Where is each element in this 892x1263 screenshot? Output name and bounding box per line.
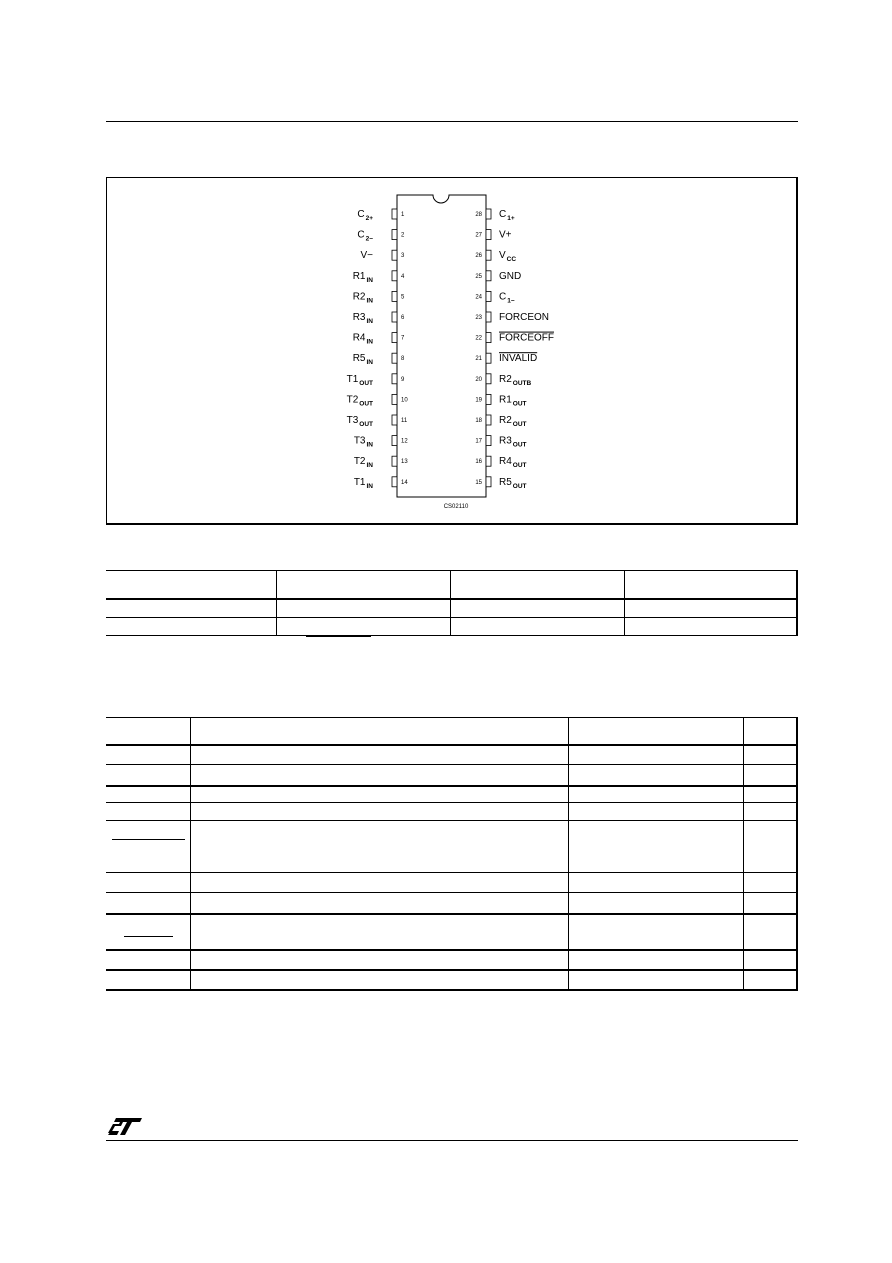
table-cell [625,599,798,618]
overline-mark [112,839,185,840]
table-cell [106,803,191,821]
table-row [106,599,797,618]
table-cell [569,745,744,765]
table-cell [106,950,191,970]
pin-subscript: OUT [512,400,527,408]
pin-label [354,436,373,449]
pin-lead [486,333,491,343]
pin-lead [392,209,397,219]
ic-pinout-diagram [107,178,796,523]
pin-lead [486,250,491,260]
pin-name: V [499,250,506,262]
pin-label [353,353,374,366]
pin-name: R1 [499,394,512,406]
table-row [106,618,797,636]
table-cell [451,599,625,618]
pin-lead [392,271,397,281]
table-cell [191,745,569,765]
pin-lead [392,333,397,343]
pin-lead [486,291,491,301]
table-cell [744,745,798,765]
table-row [106,745,797,765]
pin-number: 4 [401,273,405,280]
pin-label [499,353,537,364]
pin-label [357,230,373,243]
pin-number: 16 [475,459,482,466]
pin-number: 11 [401,418,408,424]
table-cell [277,599,451,618]
pin-lead [486,271,491,281]
table-cell [191,950,569,970]
pin-number: 18 [475,418,482,424]
pin-label [353,333,374,346]
header-rule [106,121,798,122]
pin-lead [392,456,397,466]
pin-name: R1 [352,270,366,282]
table-cell [106,821,191,873]
pin-lead [392,436,397,446]
pin-subscript: OUT [359,421,373,428]
pin-name: T3 [346,415,359,426]
table-cell [744,718,798,745]
pin-lead [486,230,491,240]
pin-lead [392,374,397,384]
pin-name: R2 [499,373,512,385]
pin-name: R2 [352,291,366,303]
pin-label [499,477,527,490]
table-cell [744,950,798,970]
pin-name: FORCEON [499,312,549,323]
table-cell [106,618,277,636]
pin-label [499,209,515,222]
pin-configuration-figure [106,177,798,525]
overline-mark [306,636,371,637]
table-cell [106,599,277,618]
pin-number: 21 [475,356,482,363]
pin-label [499,312,549,323]
pin-lead [486,394,491,404]
overline-mark [124,936,173,937]
pin-label [499,374,532,387]
pin-number: 7 [401,335,405,342]
pin [475,312,549,323]
pin-lead [392,415,397,425]
pin-name: R5 [499,476,512,488]
pin-subscript: 1+ [507,215,515,222]
pin-number: 15 [475,479,482,486]
table-cell [277,618,451,636]
table-cell [106,786,191,803]
pin-subscript: 2+ [365,215,373,222]
pin-number: 23 [475,315,482,321]
right-pin-column [475,209,554,490]
pin-name: INVALID [499,353,538,365]
pin-lead [392,477,397,487]
pin-number: 19 [475,397,482,404]
table-cell [744,893,798,914]
pin-subscript: IN [366,276,373,284]
pin-name: T3 [353,435,366,447]
pin-label [499,333,554,344]
table-row [106,893,797,914]
pin-name: R5 [352,353,366,365]
pin-label [354,456,373,469]
pin-subscript: IN [366,359,373,367]
st-logo [108,1116,144,1136]
table-cell [106,745,191,765]
pin-subscript: IN [366,297,373,305]
pin-subscript: OUT [512,482,527,490]
pin-lead [392,312,397,322]
pin-lead [486,353,491,363]
pin-name: T2 [346,394,359,406]
table-cell [191,718,569,745]
table-cell [191,803,569,821]
table-cell [451,618,625,636]
table-cell [569,803,744,821]
table-cell [744,765,798,786]
pin-number: 22 [475,335,482,342]
order-codes-table [106,570,798,636]
pin-name: T2 [353,456,366,468]
pin-lead [486,436,491,446]
table-row [106,950,797,970]
pin-number: 8 [401,356,405,363]
pin-label [347,394,373,407]
pin-name: V+ [499,229,512,241]
pin-subscript: IN [366,462,373,470]
pin-subscript: 1− [507,297,515,305]
absolute-ratings-table [106,717,798,991]
pin-lead [392,353,397,363]
table-row [106,803,797,821]
table-cell [106,718,191,745]
pin-subscript: OUT [359,400,373,408]
pin-subscript: CC [506,256,517,264]
pin-number: 10 [401,397,408,404]
table-cell [569,970,744,990]
pin [347,374,405,387]
pin [475,333,554,344]
pin-subscript: OUT [512,441,527,449]
pin-label [357,209,373,222]
pin-label [499,394,527,407]
pin-label [347,415,373,428]
pin-lead [486,477,491,487]
pin-number: 6 [401,315,405,321]
table-cell [191,786,569,803]
pin-number: 12 [401,438,408,445]
pin-label [499,456,527,469]
pin-number: 24 [475,294,482,301]
table-cell [277,571,451,600]
table-cell [106,873,191,893]
pin-label [499,291,515,304]
pin-name: FORCEOFF [499,332,554,344]
pin-name: R4 [352,332,366,344]
pin-name: R4 [499,456,512,468]
table-row [106,970,797,990]
pin-name: C [499,209,507,220]
pin-lead [392,291,397,301]
pin-number: 25 [475,273,482,280]
table-row [106,914,797,950]
table-cell [451,571,625,600]
footer-rule [106,1140,798,1141]
table-row [106,786,797,803]
pin-lead [486,374,491,384]
pin-lead [392,250,397,260]
table-cell [106,914,191,950]
pin-name: R3 [352,312,366,323]
pin-subscript: IN [366,318,373,325]
table-cell [191,914,569,950]
table-cell [106,893,191,914]
table-cell [569,873,744,893]
table-cell [106,765,191,786]
pin-name: V− [360,250,373,262]
pin-number: 3 [401,253,405,260]
pin-subscript: IN [366,338,373,346]
pin-subscript: OUT [359,379,373,387]
pin-name: C [499,291,507,303]
table-header-row [106,571,797,600]
pin-name: R3 [499,435,512,447]
table-cell [569,821,744,873]
figure-code: CS02110 [443,504,469,510]
pin-number: 1 [401,212,405,218]
pin-number: 27 [475,232,482,239]
table-cell [569,786,744,803]
table-cell [569,765,744,786]
pin-subscript: OUTB [512,379,532,387]
pin-subscript: IN [366,441,373,449]
pin-lead [486,312,491,322]
pin-number: 14 [401,479,408,486]
pin-number: 2 [401,232,405,239]
table-cell [106,970,191,990]
pin-name: C [357,209,365,220]
pin-label [353,291,374,304]
pin-name: T1 [346,373,359,385]
table-cell [744,821,798,873]
pin-name: R2 [499,415,512,426]
pin-label [347,374,373,387]
table-cell [191,970,569,990]
pin-lead [392,394,397,404]
pin-label [499,250,516,263]
pin-subscript: OUT [512,462,527,470]
pin-label [354,477,373,490]
pin-subscript: OUT [512,421,527,428]
table-cell [625,571,798,600]
pin-number: 5 [401,294,405,301]
table-cell [744,873,798,893]
table-cell [569,950,744,970]
pin-label [499,415,527,428]
pin-number: 28 [475,212,482,218]
table-cell [569,914,744,950]
table-cell [106,571,277,600]
table-row [106,821,797,873]
pin-number: 26 [475,253,482,260]
table-cell [744,803,798,821]
pin-label [499,436,527,449]
pin-lead [486,209,491,219]
table-cell [744,970,798,990]
table-cell [191,893,569,914]
pin-subscript: IN [366,482,373,490]
pin-name: T1 [353,476,366,488]
pin-label [499,230,512,241]
pin-label [360,250,373,261]
table-cell [569,718,744,745]
pin-name: GND [499,270,522,282]
pin-lead [486,456,491,466]
pin-lead [392,230,397,240]
table-row [106,873,797,893]
pin-label [353,312,374,325]
chip-package [397,195,486,497]
pin-number: 17 [475,438,482,445]
table-cell [625,618,798,636]
table-header-row [106,718,797,745]
table-cell [191,765,569,786]
table-cell [569,893,744,914]
pin-number: 20 [475,376,482,383]
pin-number: 13 [401,459,408,466]
pin-label [499,271,521,282]
table-cell [744,914,798,950]
pin-lead [486,415,491,425]
pin-number: 9 [401,376,405,383]
table-row [106,765,797,786]
chip-outline [397,195,486,497]
table-cell [191,873,569,893]
pin-label [353,271,374,284]
pin-subscript: 2− [365,235,373,243]
table-cell [744,786,798,803]
pin-name: C [357,229,365,241]
table-cell [191,821,569,873]
